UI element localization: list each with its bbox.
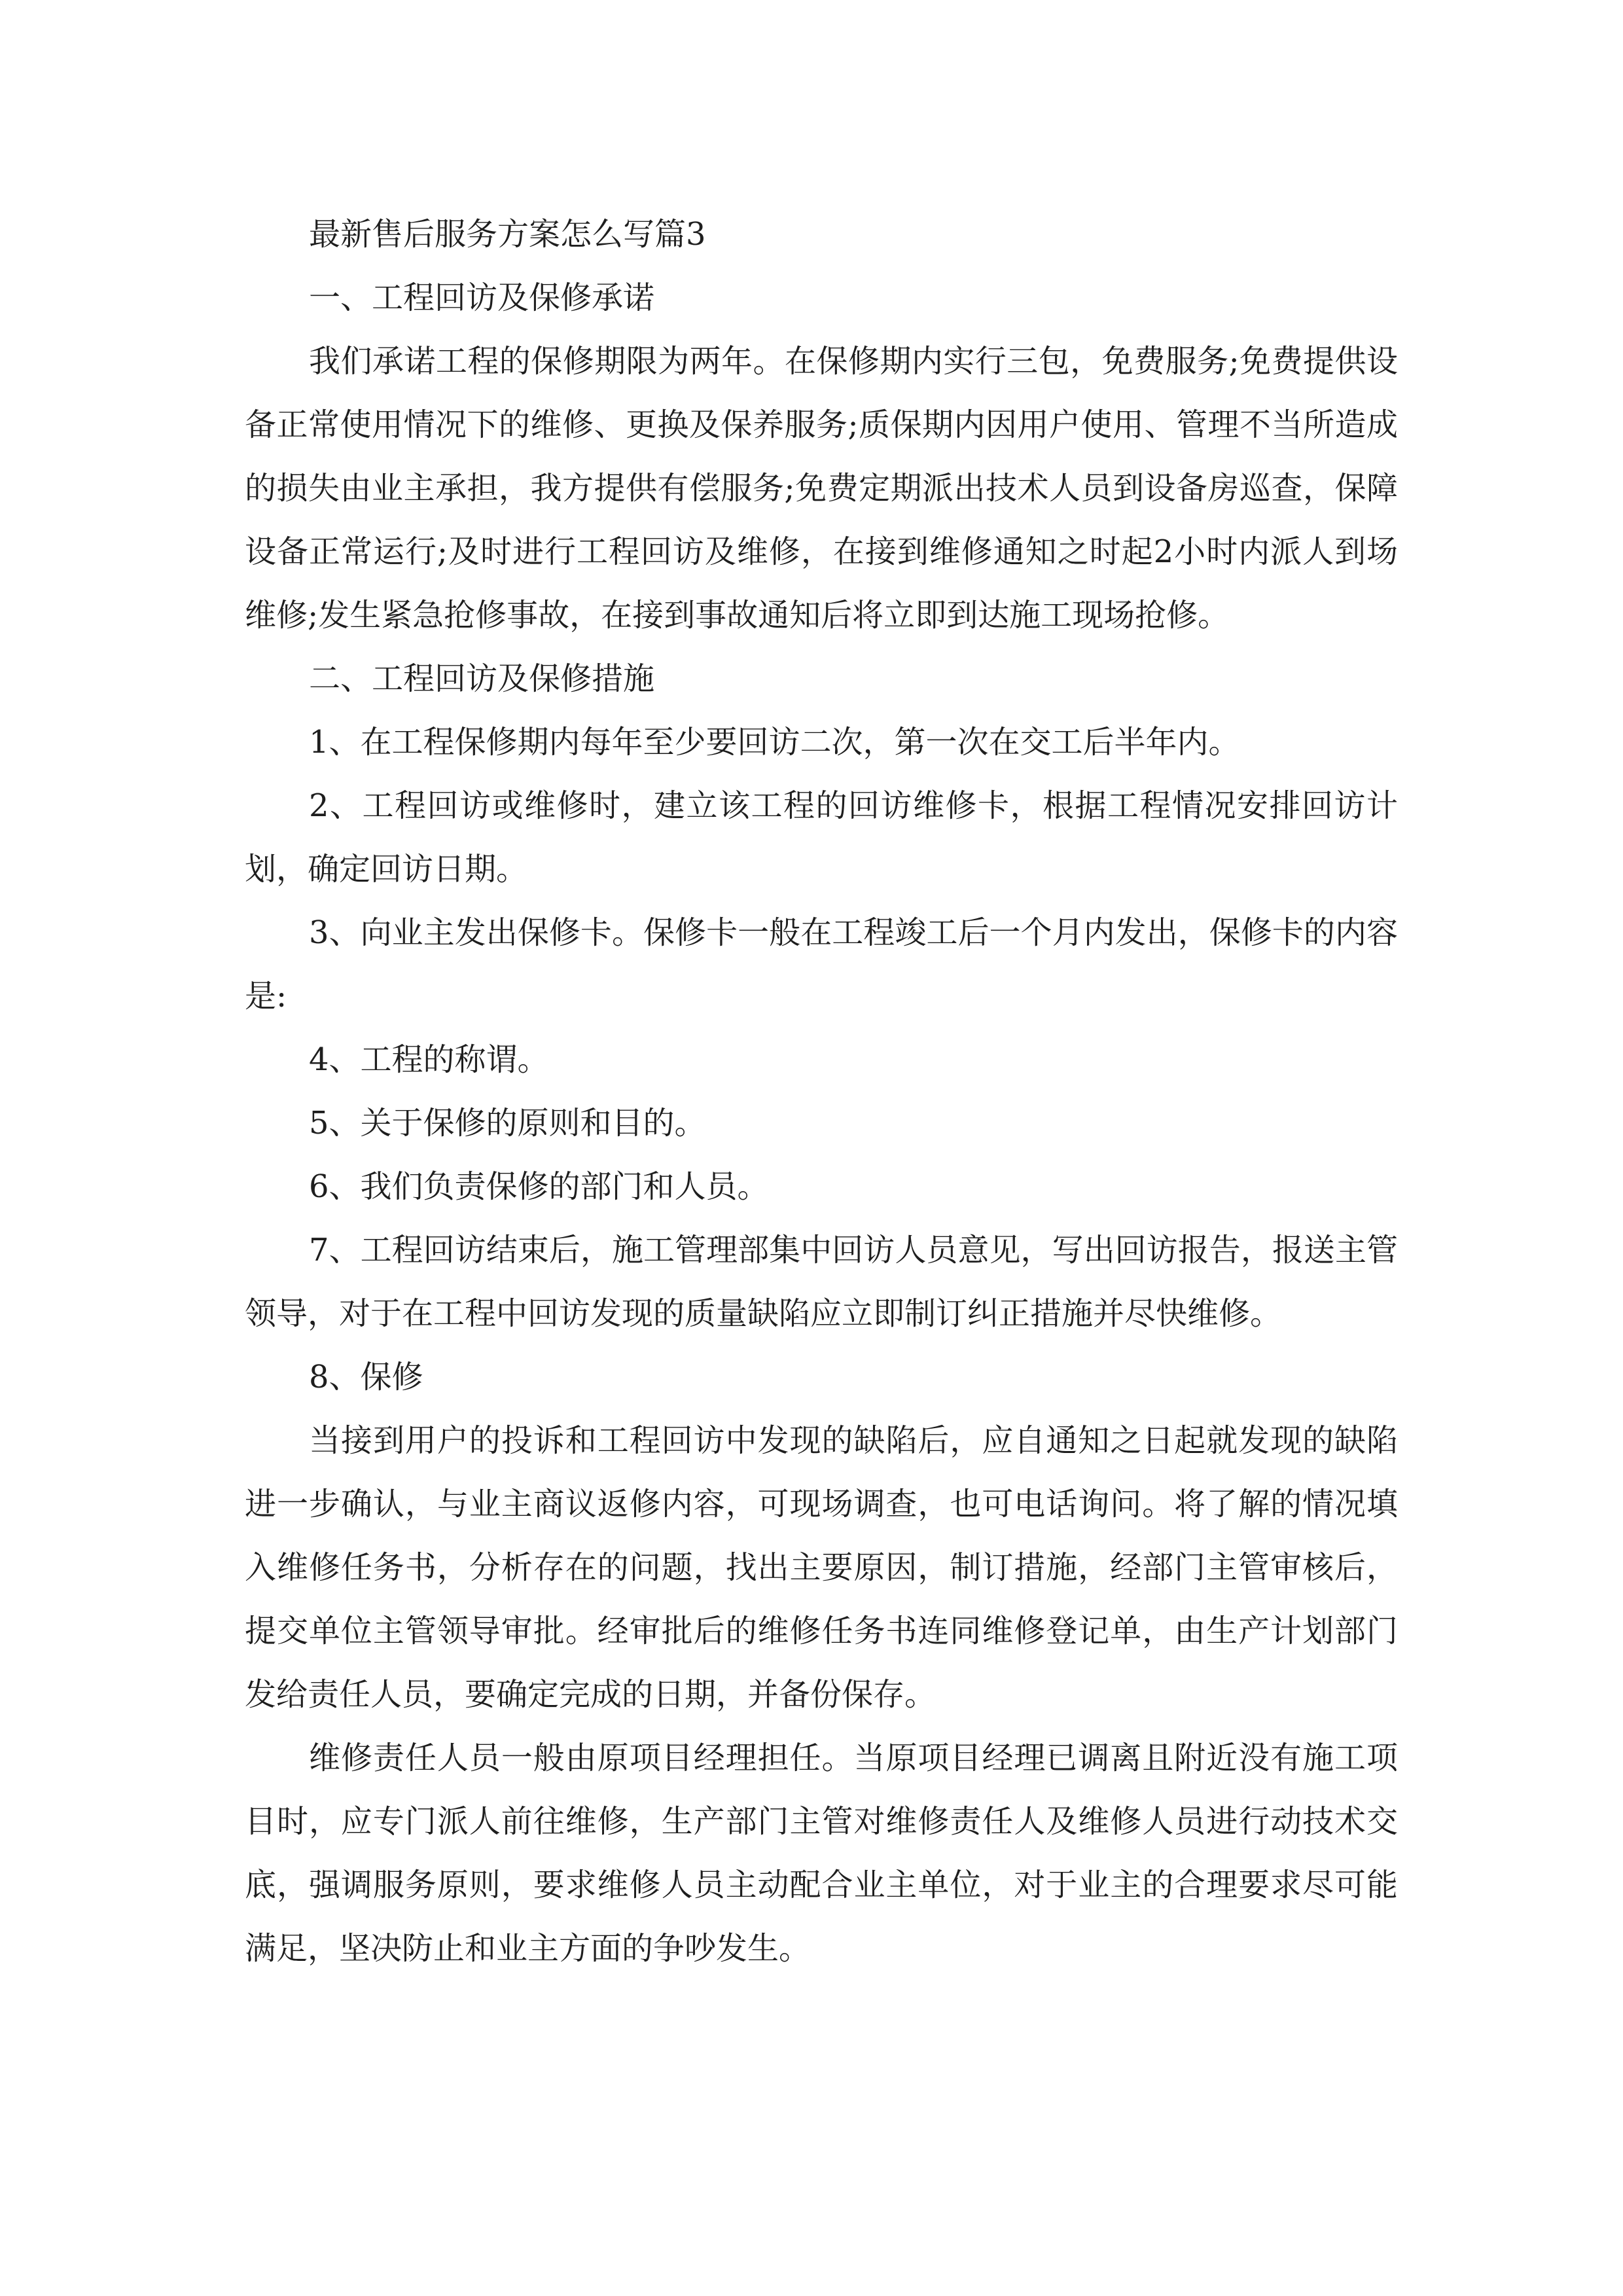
paragraph-repair-staff: 维修责任人员一般由原项目经理担任。当原项目经理已调离且附近没有施工项目时，应专门派人前往维修，生产部门主管对维修责任人及维修人员进行动技术交底，强调服务原则，要求维修人员主动配合业主单位，对于业主的合理要求尽可能满足，坚决防止和业主方面的争吵发生。 xyxy=(245,1740,1398,1967)
list-item-1: 1、在工程保修期内每年至少要回访二次，第一次在交工后半年内。 xyxy=(309,724,1240,761)
document-title: 最新售后服务方案怎么写篇3 xyxy=(309,216,706,253)
list-item-5: 5、关于保修的原则和目的。 xyxy=(309,1105,706,1141)
list-item-2: 2、工程回访或维修时，建立该工程的回访维修卡，根据工程情况安排回访计划，确定回访日期。 xyxy=(245,787,1398,888)
section-heading-1: 一、工程回访及保修承诺 xyxy=(309,279,655,316)
list-item-8: 8、保修 xyxy=(309,1359,423,1395)
list-item-6: 6、我们负责保修的部门和人员。 xyxy=(309,1168,769,1205)
list-item-3: 3、向业主发出保修卡。保修卡一般在工程竣工后一个月内发出，保修卡的内容是: xyxy=(245,914,1398,1014)
list-item-4: 4、工程的称谓。 xyxy=(309,1041,549,1078)
section-heading-2: 二、工程回访及保修措施 xyxy=(309,660,655,697)
paragraph-commitment: 我们承诺工程的保修期限为两年。在保修期内实行三包，免费服务;免费提供设备正常使用情况下的维修、更换及保养服务;质保期内因用户使用、管理不当所造成的损失由业主承担，我方提供有偿服务;免费定期派出技术人员到设备房巡查，保障设备正常运行;及时进行工程回访及维修，在接到维修通知之时起2小时内派人到场维修;发生紧急抢修事故，在接到事故通知后将立即到达施工现场抢修。 xyxy=(245,343,1398,634)
list-item-7: 7、工程回访结束后，施工管理部集中回访人员意见，写出回访报告，报送主管领导，对于在工程中回访发现的质量缺陷应立即制订纠正措施并尽快维修。 xyxy=(245,1232,1398,1332)
document-body xyxy=(245,203,1398,1981)
paragraph-repair-process: 当接到用户的投诉和工程回访中发现的缺陷后，应自通知之日起就发现的缺陷进一步确认，与业主商议返修内容，可现场调查，也可电话询问。将了解的情况填入维修任务书，分析存在的问题，找出主要原因，制订措施，经部门主管审核后，提交单位主管领导审批。经审批后的维修任务书连同维修登记单，由生产计划部门发给责任人员，要确定完成的日期，并备份保存。 xyxy=(245,1422,1398,1713)
